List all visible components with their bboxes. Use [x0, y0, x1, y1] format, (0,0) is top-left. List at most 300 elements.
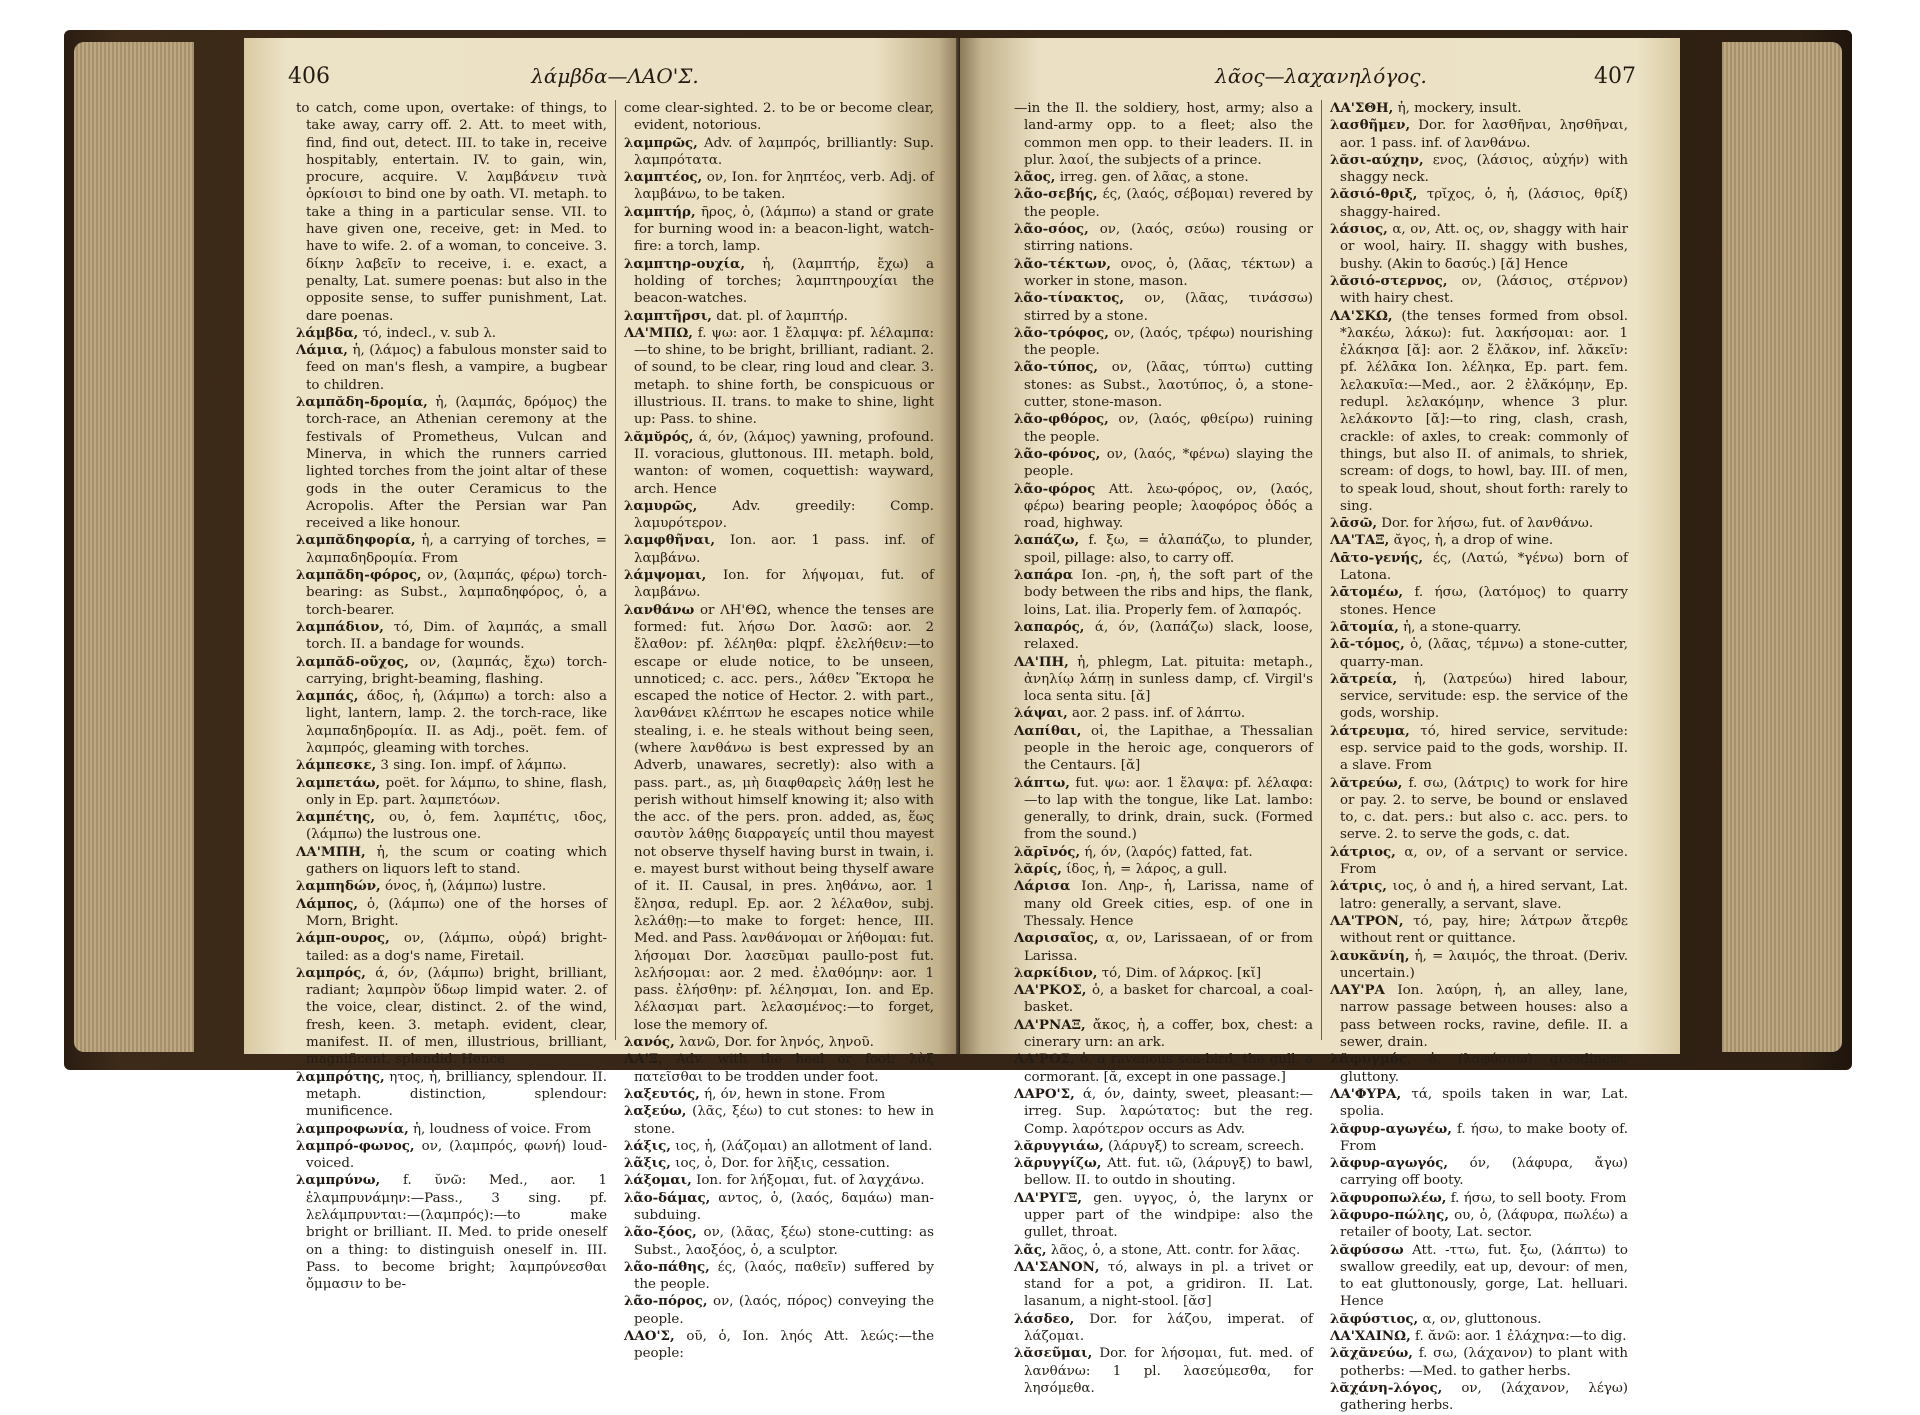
- entry-headword: ΛΑ'ΦΥΡΑ,: [1330, 1085, 1402, 1102]
- dictionary-entry: [296, 896, 607, 931]
- entry-headword: λαμπᾰδη-φόρος,: [296, 567, 422, 584]
- dictionary-entry: [1014, 982, 1313, 1017]
- entry-headword: λαμπρότης,: [296, 1068, 385, 1085]
- entry-headword: λᾰρῑνός,: [1014, 843, 1081, 860]
- dictionary-entry: [1330, 723, 1628, 775]
- entry-headword: λᾰφυρο-πώλης,: [1330, 1207, 1449, 1223]
- dictionary-entry: [296, 325, 607, 342]
- entry-headword: λάσδεο,: [1014, 1310, 1075, 1327]
- dictionary-entry: [624, 204, 934, 256]
- dictionary-entry: [296, 775, 607, 810]
- dictionary-entry: [1330, 636, 1628, 671]
- dictionary-entry: [1014, 723, 1313, 775]
- entry-headword: λᾰρυγγίζω,: [1014, 1155, 1102, 1172]
- left-running-head: λάμβδα—ΛΑΟ'Σ.: [531, 64, 699, 88]
- entry-definition: f. ήσω, to make booty of. From: [1340, 1121, 1628, 1154]
- entry-headword: λᾰφυρ-αγωγός,: [1330, 1155, 1449, 1172]
- entry-headword: λᾶς,: [1014, 1241, 1047, 1258]
- dictionary-entry: [624, 1190, 934, 1225]
- dictionary-entry: [1014, 186, 1313, 221]
- entry-headword: ΛΑΥ'ΡΑ: [1330, 982, 1385, 999]
- dictionary-entry: [1014, 1086, 1313, 1138]
- entry-headword: ΛΑ'ΡΝΑΞ,: [1014, 1016, 1086, 1033]
- entry-definition: ον, (λᾶας, τινάσσω) stirred by a stone.: [1024, 291, 1313, 324]
- entry-definition: irreg. gen. of λᾶας, a stone.: [1059, 170, 1249, 186]
- entry-definition: ἡ, the scum or coating which gathers on liquors left to stand.: [306, 844, 607, 878]
- entry-definition: come clear-sighted. 2. to be or become clear, evident, notorious.: [624, 101, 934, 134]
- entry-headword: ΛΑΟ'Σ,: [624, 1328, 675, 1345]
- left-column-1: [288, 100, 615, 1293]
- entry-headword: λάξομαι,: [624, 1172, 692, 1189]
- entry-headword: λανός,: [624, 1034, 675, 1051]
- entry-definition: ὁ, a basket for charcoal, a coal-basket.: [1024, 983, 1313, 1016]
- entry-definition: poët. for λάμπω, to shine, flash, only in Ep. part. λαμπετόων.: [306, 775, 607, 808]
- entry-headword: λαμπρῶς,: [624, 134, 698, 151]
- entry-headword: λᾰτρεύω,: [1330, 774, 1403, 791]
- entry-headword: λᾶο-τρόφος,: [1014, 324, 1109, 341]
- dictionary-entry: [1014, 1190, 1313, 1242]
- entry-headword: λαμυρῶς,: [624, 497, 698, 514]
- entry-headword: λᾶο-ξόος,: [624, 1224, 697, 1241]
- dictionary-entry: [296, 394, 607, 532]
- entry-headword: λαμφθῆναι,: [624, 532, 716, 549]
- entry-headword: Λαρισαῖος,: [1014, 930, 1099, 947]
- entry-headword: λαμπᾰδ-οῦχος,: [296, 653, 409, 670]
- dictionary-entry: [296, 100, 607, 325]
- dictionary-entry: [296, 878, 607, 895]
- entry-definition: ὁ, (λαφύσσω) greediness, gluttony.: [1340, 1052, 1628, 1085]
- entry-definition: —in the Il. the soldiery, host, army; also a land-army opp. to a fleet; also the common men opp. to their leaders. II. in plur. λαοί, the subjects of a prince.: [1014, 101, 1313, 168]
- entry-headword: λαμπᾰδη-δρομία,: [296, 394, 428, 411]
- entry-definition: ἄκος, ἡ, a coffer, box, chest: a cinerary urn: an ark.: [1024, 1017, 1313, 1051]
- entry-definition: (λάρυγξ) to scream, screech.: [1108, 1138, 1305, 1154]
- entry-definition: ἡ, phlegm, Lat. pituita: metaph., ἀνηλίῳ λάπῃ in sunless damp, cf. Virgil's loca senta situ. [ᾰ]: [1024, 654, 1313, 705]
- entry-headword: λαρκίδιον,: [1014, 964, 1098, 981]
- entry-headword: λαμπτῆρσι,: [624, 307, 712, 324]
- entry-definition: λᾶος, ὁ, a stone, Att. contr. for λᾶας.: [1050, 1242, 1301, 1258]
- right-page: [960, 38, 1680, 1414]
- entry-definition: ἡ, mockery, insult.: [1397, 101, 1522, 116]
- dictionary-entry: [296, 1121, 607, 1138]
- entry-headword: ΛΑΡΟ'Σ,: [1014, 1085, 1075, 1102]
- entry-headword: λαμπρός,: [296, 964, 366, 981]
- dictionary-entry: [1014, 930, 1313, 965]
- dictionary-entry: [296, 532, 607, 567]
- entry-definition: ον, (λᾶας, τύπτω) cutting stones: as Subst., λαοτύπος, ὁ, a stone-cutter, stone-mason.: [1024, 360, 1313, 411]
- dictionary-entry: [624, 1138, 934, 1155]
- entry-definition: τρῐχος, ὁ, ἡ, (λάσιος, θρίξ) shaggy-haired.: [1340, 187, 1628, 220]
- dictionary-entry: [1330, 1086, 1628, 1121]
- entry-headword: λᾰρυγγιάω,: [1014, 1137, 1104, 1154]
- entry-definition: α, ον, Att. ος, ον, shaggy with hair or wool, hairy. II. shaggy with bushes, bushy. (Akin to δασύς.) [ᾰ] Hence: [1340, 222, 1628, 272]
- entry-definition: οῦ, ὁ, Ion. ληός Att. λεώς:—the people:: [634, 1329, 934, 1362]
- entry-headword: λαμπτέος,: [624, 169, 703, 186]
- entry-headword: ΛΑ'ΤΑΞ,: [1330, 532, 1390, 549]
- entry-headword: λαυκᾰνίη,: [1330, 947, 1410, 964]
- entry-definition: ητος, ἡ, brilliancy, splendour. II. metaph. distinction, splendour: munificence.: [306, 1069, 607, 1120]
- dictionary-entry: [624, 256, 934, 308]
- dictionary-entry: [1330, 982, 1628, 1051]
- entry-definition: Ion. λαύρη, ἡ, an alley, lane, narrow passage between houses: also a pass between rocks, ravine, defile. II. a sewer, drain.: [1340, 983, 1628, 1051]
- entry-definition: Adv. of λαμπρός, brilliantly: Sup. λαμπρότατα.: [634, 135, 934, 168]
- page-edges-left: [74, 42, 194, 1052]
- left-page: [244, 38, 960, 1362]
- dictionary-entry: [624, 100, 934, 135]
- right-page-header: [1006, 64, 1636, 100]
- entry-headword: λᾰσεῦμαι,: [1014, 1345, 1093, 1362]
- dictionary-entry: [1330, 948, 1628, 983]
- dictionary-entry: [624, 498, 934, 533]
- entry-definition: f. ᾰνῶ: aor. 1 ἐλάχηνα:—to dig.: [1415, 1329, 1627, 1345]
- entry-definition: ιος, ὁ, Dor. for λῆξις, cessation.: [675, 1156, 890, 1172]
- entry-definition: τό, hired service, servitude: esp. service paid to the gods, worship. II. a slave. From: [1340, 723, 1628, 774]
- dictionary-entry: [1330, 775, 1628, 844]
- entry-definition: ον, (λαμπρός, φωνή) loud-voiced.: [306, 1138, 607, 1172]
- entry-definition: ά, όν, (λάμος) yawning, profound. II. voracious, gluttonous. III. metaph. bold, wanton: of women, coquettish: wayward, arch. Hence: [634, 429, 934, 497]
- dictionary-entry: [1330, 532, 1628, 549]
- entry-headword: ΛΑ'ΡΚΟΣ,: [1014, 982, 1087, 999]
- entry-definition: ή, όν, (λαρός) fatted, fat.: [1084, 844, 1253, 860]
- entry-definition: ενος, (λάσιος, αὐχήν) with shaggy neck.: [1340, 152, 1628, 186]
- dictionary-entry: [1330, 671, 1628, 723]
- entry-definition: α, ον, Larissaean, of or from Larissa.: [1024, 931, 1313, 964]
- entry-definition: ον, (λαμπάς, ἔχω) torch-carrying, bright-beaming, flashing.: [306, 654, 607, 687]
- left-page-columns: [288, 100, 942, 1362]
- dictionary-entry: [1330, 273, 1628, 308]
- entry-definition: ἡ, (λάμος) a fabulous monster said to feed on man's flesh, a vampire, a bugbear to children.: [306, 343, 607, 393]
- entry-definition: όνος, ἡ, (λάμπω) lustre.: [384, 879, 547, 895]
- entry-definition: ἡ, (λαμπάς, δρόμος) the torch-race, an Athenian ceremony at the festivals of Prometheus, Vulcan and Minerva, in which the runners carried lighted torches from the joint altar of these gods in the outer Ceramicus to the Acropolis. After the Persian war Pan received a like honour.: [306, 395, 607, 532]
- right-running-head: λᾶος—λαχανηλόγος.: [1215, 64, 1427, 88]
- entry-definition: ιος, ἡ, (λάζομαι) an allotment of land.: [675, 1138, 933, 1154]
- dictionary-entry: [1330, 308, 1628, 516]
- entry-headword: ΛΑ'ΜΠΩ,: [624, 324, 693, 341]
- dictionary-entry: [296, 654, 607, 689]
- entry-definition: ά, όν, (λαπάζω) slack, loose, relaxed.: [1024, 619, 1313, 653]
- dictionary-entry: [1330, 584, 1628, 619]
- entry-definition: τό, pay, hire; λάτρων ἄτερθε without rent or quittance.: [1340, 913, 1628, 947]
- dictionary-entry: [1330, 1345, 1628, 1380]
- entry-headword: λᾰφύσσω: [1330, 1241, 1404, 1258]
- entry-headword: ΛΑ'ΧΑΙΝΩ,: [1330, 1328, 1411, 1345]
- entry-headword: λᾶο-φόνος,: [1014, 445, 1101, 462]
- entry-headword: ΛΑ'ΣΘΗ,: [1330, 100, 1394, 116]
- entry-headword: λαμπτήρ,: [624, 203, 696, 220]
- entry-definition: or ΛΗ'ΘΩ, whence the tenses are formed: fut. λήσω Dor. λασῶ: aor. 2 ἔλαθον: pf. λέληθα: plqpf. ἐλελήθειν:—to escape or elude notice, to be unseen, unnoticed; c. acc. pers., λάθεν Ἕκτορα he escaped the notice of Hector. 2. with part., λανθάνει κλέπτων he escapes notice while stealing, i. e. he steals without being seen, (where λανθάνω is best expressed by an Adverb, unawares, secretly): also with a pass. part., as, μὴ διαφθαρεὶς λάθῃ lest he perish without himself knowing it; also with the acc. of the pers. pron. added, as, ἕως σαυτὸν λάθῃς διαρραγείς until thou mayest not observe thyself having burst in twain, i. e. mayest burst without being thyself aware of it. II. Causal, in pres. ληθάνω, aor. 1 ἔλησα, redupl. Ep. aor. 2 λέλαθον, subj. λελάθῃ:—to make to forget: hence, III. Med. and Pass. λανθάνομαι or λήθομαι: fut. λήσομαι Dor. λασεῦμαι paullo-post fut. λελήσομαι: aor. 2 med. ἐλαθόμην: aor. 1 pass. ἐλήσθην: pf. λέλησμαι, Ion. and Ep. λέλασμαι part. λελασμένος:—to forget, lose the memory of.: [634, 602, 934, 1033]
- entry-definition: ου, ὁ, fem. λαμπέτις, ιδος, (λάμπω) the lustrous one.: [306, 810, 607, 843]
- entry-headword: λανθάνω: [624, 601, 695, 618]
- open-book: [64, 30, 1852, 1414]
- dictionary-entry: [1330, 117, 1628, 152]
- dictionary-entry: [1014, 619, 1313, 654]
- right-page-columns: [1006, 100, 1636, 1414]
- entry-headword: λᾰχάνη-λόγος,: [1330, 1379, 1443, 1396]
- dictionary-entry: [1014, 1017, 1313, 1052]
- dictionary-entry: [1014, 325, 1313, 360]
- dictionary-entry: [624, 1034, 934, 1051]
- entry-definition: ές, (λαός, παθεῖν) suffered by the people.: [634, 1259, 934, 1293]
- left-page-number: 406: [288, 64, 330, 89]
- dictionary-entry: [1330, 1380, 1628, 1415]
- entry-headword: λᾶξις,: [624, 1155, 671, 1172]
- entry-headword: λᾶο-σεβής,: [1014, 186, 1098, 203]
- entry-headword: λᾰσιό-στερνος,: [1330, 272, 1448, 289]
- dictionary-entry: [1014, 221, 1313, 256]
- entry-definition: λανῶ, Dor. for ληνός, ληνοῦ.: [679, 1035, 874, 1051]
- dictionary-entry: [624, 135, 934, 170]
- entry-definition: ή, όν, hewn in stone. From: [704, 1086, 886, 1102]
- dictionary-entry: [1330, 913, 1628, 948]
- dictionary-entry: [1014, 290, 1313, 325]
- entry-headword: λάμψομαι,: [624, 567, 707, 584]
- dictionary-entry: [1330, 1121, 1628, 1156]
- entry-headword: ΛΑ'ΜΠΗ,: [296, 843, 366, 860]
- entry-headword: λαμπηδών,: [296, 878, 381, 895]
- dictionary-entry: [624, 567, 934, 602]
- entry-definition: ον, (λαός, φθείρω) ruining the people.: [1024, 412, 1313, 445]
- entry-headword: λάπτω,: [1014, 774, 1070, 791]
- dictionary-entry: [1014, 844, 1313, 861]
- entry-headword: λᾱ-τόμος,: [1330, 636, 1405, 653]
- entry-headword: λᾱτομία,: [1330, 618, 1399, 635]
- left-column-2: [615, 100, 942, 1362]
- entry-definition: ῆρος, ὁ, (λάμπω) a stand or grate for burning wood in: a beacon-light, watch-fire: a torch, lamp.: [634, 204, 934, 255]
- entry-definition: ἡ, = λαιμός, the throat. (Deriv. uncertain.): [1340, 948, 1628, 981]
- entry-definition: to catch, come upon, overtake: of things, to take away, carry off. 2. Att. to meet with, find, find out, detect. III. to take in, receive hospitably, entertain. IV. to gain, win, procure, acquire. V. λαμβάνειν τινὰ ὁρκίοισι to bind one by oath. VI. metaph. to take a thing in a particular sense. VII. to have given one, receive, get: in Med. to have to wife. 2. of a woman, to conceive. 3. δίκην λαβεῖν to receive, i. e. exact, a penalty, Lat. sumere poenas: but also in the opposite sense, to suffer punishment, Lat. dare poenas.: [296, 101, 607, 324]
- entry-definition: ον, (λαμπάς, φέρω) torch-bearing: as Subst., λαμπαδηφόρος, ὁ, a torch-bearer.: [306, 568, 607, 618]
- entry-headword: λᾱσῶ,: [1330, 515, 1377, 532]
- dictionary-entry: [1330, 550, 1628, 585]
- dictionary-entry: [1014, 169, 1313, 186]
- dictionary-entry: [1014, 1155, 1313, 1190]
- dictionary-entry: [1330, 186, 1628, 221]
- entry-definition: ἡ, a carrying of torches, = λαμπαδηδρομία. From: [306, 533, 607, 566]
- entry-headword: λαμπετάω,: [296, 774, 381, 791]
- entry-headword: λαπαρός,: [1014, 618, 1085, 635]
- entry-definition: οἱ, the Lapithae, a Thessalian people in the heroic age, conquerors of the Centaurs. [ᾰ]: [1024, 723, 1313, 774]
- dictionary-entry: [624, 1293, 934, 1328]
- entry-headword: λαμπέτης,: [296, 809, 375, 826]
- entry-headword: λαμπᾰδηφορία,: [296, 532, 416, 549]
- entry-headword: λαμπάδιον,: [296, 618, 384, 635]
- right-column-1: [1006, 100, 1321, 1396]
- entry-headword: λᾱτομέω,: [1330, 584, 1403, 601]
- dictionary-entry: [1014, 567, 1313, 619]
- entry-headword: ΛΑ'ΣΚΩ,: [1330, 307, 1393, 324]
- entry-headword: λᾰφύστιος,: [1330, 1310, 1419, 1327]
- entry-headword: λαμπροφωνία,: [296, 1120, 409, 1137]
- entry-definition: Adv. greedily: Comp. λαμυρότερον.: [634, 498, 934, 532]
- entry-definition: (λᾶς, ξέω) to cut stones: to hew in stone.: [634, 1104, 934, 1137]
- dictionary-entry: [1014, 775, 1313, 844]
- dictionary-entry: [296, 757, 607, 774]
- entry-headword: λᾰφυρ-αγωγέω,: [1330, 1120, 1452, 1137]
- entry-headword: ΛΑ'ΣΑΝΟΝ,: [1014, 1258, 1100, 1275]
- entry-definition: α, ον, gluttonous.: [1422, 1311, 1542, 1327]
- dictionary-entry: [1014, 1345, 1313, 1397]
- entry-headword: λᾰφυγμός,: [1330, 1051, 1412, 1068]
- entry-headword: λάτρευμα,: [1330, 722, 1410, 739]
- entry-definition: ἡ, (λατρεύω) hired labour, service, servitude: esp. the service of the gods, worship.: [1340, 671, 1628, 722]
- entry-headword: λάμπ-ουρος,: [296, 930, 390, 947]
- dictionary-entry: [296, 688, 607, 757]
- entry-definition: gen. υγγος, ὁ, the larynx or upper part of the windpipe: also the gullet, throat.: [1024, 1190, 1313, 1241]
- entry-headword: λᾶο-πάθης,: [624, 1258, 710, 1275]
- entry-headword: λάσιος,: [1330, 221, 1388, 238]
- entry-headword: λᾶο-τέκτων,: [1014, 255, 1112, 272]
- dictionary-entry: [624, 1224, 934, 1259]
- entry-headword: λᾰσι-αύχην,: [1330, 151, 1424, 168]
- entry-definition: ον, (λαός, σεύω) rousing or stirring nations.: [1024, 222, 1313, 255]
- dictionary-entry: [296, 1138, 607, 1173]
- entry-headword: ΛΑ'ΠΗ,: [1014, 653, 1069, 670]
- entry-headword: λᾰτρεία,: [1330, 670, 1398, 687]
- dictionary-entry: [1014, 861, 1313, 878]
- dictionary-entry: [1330, 515, 1628, 532]
- dictionary-entry: [624, 1051, 934, 1086]
- dictionary-entry: [1014, 100, 1313, 169]
- entry-headword: ΛΑ'Ξ,: [624, 1051, 663, 1068]
- entry-definition: Att. -ττω, fut. ξω, (λάπτω) to swallow greedily, eat up, devour: of men, to eat gluttonously, gorge, Lat. helluari. Hence: [1340, 1242, 1628, 1310]
- entry-definition: ίδος, ἡ, = λάρος, a gull.: [1066, 862, 1228, 878]
- entry-definition: Ion. Ληρ-, ἡ, Larissa, name of many old Greek cities, esp. of one in Thessaly. Hence: [1024, 879, 1313, 929]
- entry-headword: λαξευτός,: [624, 1085, 700, 1102]
- dictionary-entry: [1330, 1328, 1628, 1345]
- dictionary-entry: [1330, 1155, 1628, 1190]
- right-page-number: 407: [1594, 64, 1636, 89]
- dictionary-entry: [1330, 152, 1628, 187]
- entry-definition: dat. pl. of λαμπτήρ.: [716, 308, 848, 324]
- dictionary-entry: [624, 1103, 934, 1138]
- dictionary-entry: [296, 342, 607, 394]
- entry-definition: ὁ, (λάμπω) one of the horses of Morn, Bright.: [306, 896, 607, 929]
- entry-headword: λᾶο-φθόρος,: [1014, 411, 1109, 428]
- dictionary-entry: [1014, 1138, 1313, 1155]
- entry-definition: ἡ, loudness of voice. From: [413, 1121, 592, 1137]
- entry-headword: λαπάρα: [1014, 567, 1074, 584]
- dictionary-entry: [624, 169, 934, 204]
- entry-definition: ές, (λαός, σέβομαι) revered by the people.: [1024, 187, 1313, 220]
- dictionary-entry: [1330, 100, 1628, 117]
- entry-definition: f. ῠνῶ: Med., aor. 1 ἐλαμπρυνάμην:—Pass., 3 sing. pf. λελάμπρυνται:—(λαμπρός):—to make bright or brilliant. II. Med. to pride oneself on a thing: to distinguish oneself in. III. Pass. to become bright; λαμπρύνεσθαι ὄμμασιν to be-: [306, 1173, 607, 1293]
- dictionary-entry: [624, 1155, 934, 1172]
- entry-headword: λαπάζω,: [1014, 532, 1080, 549]
- entry-headword: λᾶο-φόρος: [1014, 480, 1096, 497]
- dictionary-entry: [624, 325, 934, 429]
- entry-headword: λᾶο-σόος,: [1014, 221, 1089, 238]
- entry-definition: τό, Dim. of λάρκος. [κῐ]: [1101, 965, 1262, 981]
- entry-definition: Dor. for λάζου, imperat. of λάζομαι.: [1024, 1311, 1313, 1345]
- dictionary-entry: [1014, 411, 1313, 446]
- dictionary-entry: [296, 567, 607, 619]
- entry-headword: Λαπίθαι,: [1014, 722, 1082, 739]
- entry-definition: ονος, ὁ, (λᾶας, τέκτων) a worker in stone, mason.: [1024, 256, 1313, 289]
- entry-headword: λᾰφυροπωλέω,: [1330, 1189, 1447, 1206]
- entry-headword: Λάμπος,: [296, 895, 359, 912]
- entry-headword: λᾶο-δάμας,: [624, 1189, 711, 1206]
- entry-headword: λάμπεσκε,: [296, 757, 377, 774]
- entry-definition: Ion. -ρη, ἡ, the soft part of the body between the ribs and hips, the flank, loins, Lat. ilia. Properly fem. of λαπαρός.: [1024, 568, 1313, 618]
- entry-definition: f. σω, (λάτρις) to work for hire or pay. 2. to serve, be bound or enslaved to, c. dat. pers.: but also c. acc. pers. to serve. 2. to serve the gods, c. dat.: [1340, 775, 1629, 843]
- dictionary-entry: [296, 1069, 607, 1121]
- dictionary-entry: [1014, 256, 1313, 291]
- entry-headword: λαμπρό-φωνος,: [296, 1137, 415, 1154]
- entry-definition: Dor. for λήσω, fut. of λανθάνω.: [1381, 516, 1594, 532]
- entry-headword: Λάμια,: [296, 342, 348, 359]
- dictionary-entry: [1014, 1242, 1313, 1259]
- entry-definition: ἡ, a stone-quarry.: [1403, 619, 1522, 635]
- dictionary-entry: [1014, 965, 1313, 982]
- entry-definition: ον, (λάμπω, οὐρά) bright-tailed: as a dog's name, Firetail.: [306, 931, 607, 964]
- entry-headword: ΛΑ'ΤΡΟΝ,: [1330, 912, 1404, 929]
- entry-headword: λάψαι,: [1014, 705, 1068, 722]
- dictionary-entry: [296, 965, 607, 1069]
- entry-definition: ου, ὁ, (λάφυρα, πωλέω) a retailer of booty, Lat. sector.: [1340, 1208, 1628, 1241]
- right-column-2: [1321, 100, 1636, 1414]
- dictionary-entry: [1330, 1311, 1628, 1328]
- entry-definition: Ion. aor. 1 pass. inf. of λαμβάνω.: [634, 533, 934, 566]
- entry-definition: Dor. for λασθῆναι, λησθῆναι, aor. 1 pass. inf. of λανθάνω.: [1340, 118, 1628, 151]
- entry-headword: λάτρις,: [1330, 878, 1387, 895]
- dictionary-entry: [1330, 1207, 1628, 1242]
- entry-definition: ά, όν, dainty, sweet, pleasant:—irreg. Sup. λαρώτατος: but the reg. Comp. λαρότερον occurs as Adv.: [1024, 1086, 1314, 1137]
- entry-definition: ᾰγος, ἡ, a drop of wine.: [1393, 533, 1554, 549]
- entry-definition: f. σω, (λάχανον) to plant with potherbs: —Med. to gather herbs.: [1340, 1346, 1628, 1379]
- entry-definition: ὁ, (λᾶας, τέμνω) a stone-cutter, quarry-man.: [1340, 637, 1628, 670]
- entry-definition: aor. 2 pass. inf. of λάπτω.: [1072, 706, 1246, 722]
- entry-headword: λᾰχᾰνεύω,: [1330, 1345, 1413, 1362]
- entry-definition: τά, spoils taken in war, Lat. spolia.: [1340, 1086, 1628, 1120]
- dictionary-entry: [1330, 1190, 1628, 1207]
- dictionary-entry: [1014, 1259, 1313, 1311]
- entry-headword: ΛΑ'ΡΥΓΞ,: [1014, 1189, 1083, 1206]
- entry-definition: ον, (λάχανον, λέγω) gathering herbs.: [1340, 1380, 1628, 1414]
- entry-definition: Dor. for λήσομαι, fut. med. of λανθάνω: 1 pl. λασεύμεσθα, for λησόμεθα.: [1024, 1346, 1313, 1396]
- dictionary-entry: [1014, 1311, 1313, 1346]
- dictionary-entry: [624, 1328, 934, 1363]
- entry-definition: f. ψω: aor. 1 ἔλαμψα: pf. λέλαμπα:—to shine, to be bright, brilliant, radiant. 2. of sound, to be clear, ring loud and clear. 3. metaph. to shine forth, be conspicuous or illustrious. II. trans. to make to shine, light up: Pass. to shine.: [634, 325, 934, 428]
- dictionary-entry: [1330, 878, 1628, 913]
- dictionary-entry: [1014, 481, 1313, 533]
- entry-headword: λάξις,: [624, 1137, 671, 1154]
- dictionary-entry: [624, 429, 934, 498]
- entry-headword: λᾰμῠρός,: [624, 428, 694, 445]
- entry-definition: Ion. for λήξομαι, fut. of λαγχάνω.: [696, 1173, 925, 1189]
- entry-definition: α, ον, of a servant or service. From: [1340, 844, 1628, 878]
- dictionary-entry: [1014, 705, 1313, 722]
- dictionary-entry: [1330, 844, 1628, 879]
- dictionary-entry: [624, 1259, 934, 1294]
- entry-definition: f. ήσω, (λατόμος) to quarry stones. Hence: [1340, 585, 1628, 618]
- entry-headword: λαμπάς,: [296, 688, 359, 705]
- dictionary-entry: [1330, 221, 1628, 273]
- entry-headword: λασθῆμεν,: [1330, 117, 1411, 134]
- entry-headword: λαμπτηρ-ουχία,: [624, 255, 745, 272]
- dictionary-entry: [1330, 1242, 1628, 1311]
- entry-definition: ον, (λᾶας, ξέω) stone-cutting: as Subst., λαοξόος, ὁ, a sculptor.: [634, 1225, 934, 1258]
- entry-headword: λᾰσιό-θριξ,: [1330, 186, 1418, 203]
- entry-headword: λαμπρύνω,: [296, 1172, 381, 1189]
- dictionary-entry: [624, 308, 934, 325]
- entry-definition: τό, Dim. of λαμπάς, a small torch. II. a bandage for wounds.: [306, 619, 607, 653]
- entry-definition: ον, (λάσιος, στέρνον) with hairy chest.: [1340, 273, 1628, 307]
- entry-definition: Adv. with the heel or foot; λὰξ πατεῖσθαι to be trodden under foot.: [634, 1052, 934, 1085]
- dictionary-entry: [296, 1172, 607, 1293]
- entry-definition: f. ήσω, to sell booty. From: [1450, 1190, 1627, 1206]
- entry-headword: λᾶο-τύπος,: [1014, 359, 1099, 376]
- dictionary-entry: [1014, 1051, 1313, 1086]
- entry-definition: fut. ψω: aor. 1 ἔλαψα: pf. λέλαφα:—to lap with the tongue, like Lat. lambo: generally, to drink, drain, suck. (Formed from the sound.): [1024, 775, 1313, 843]
